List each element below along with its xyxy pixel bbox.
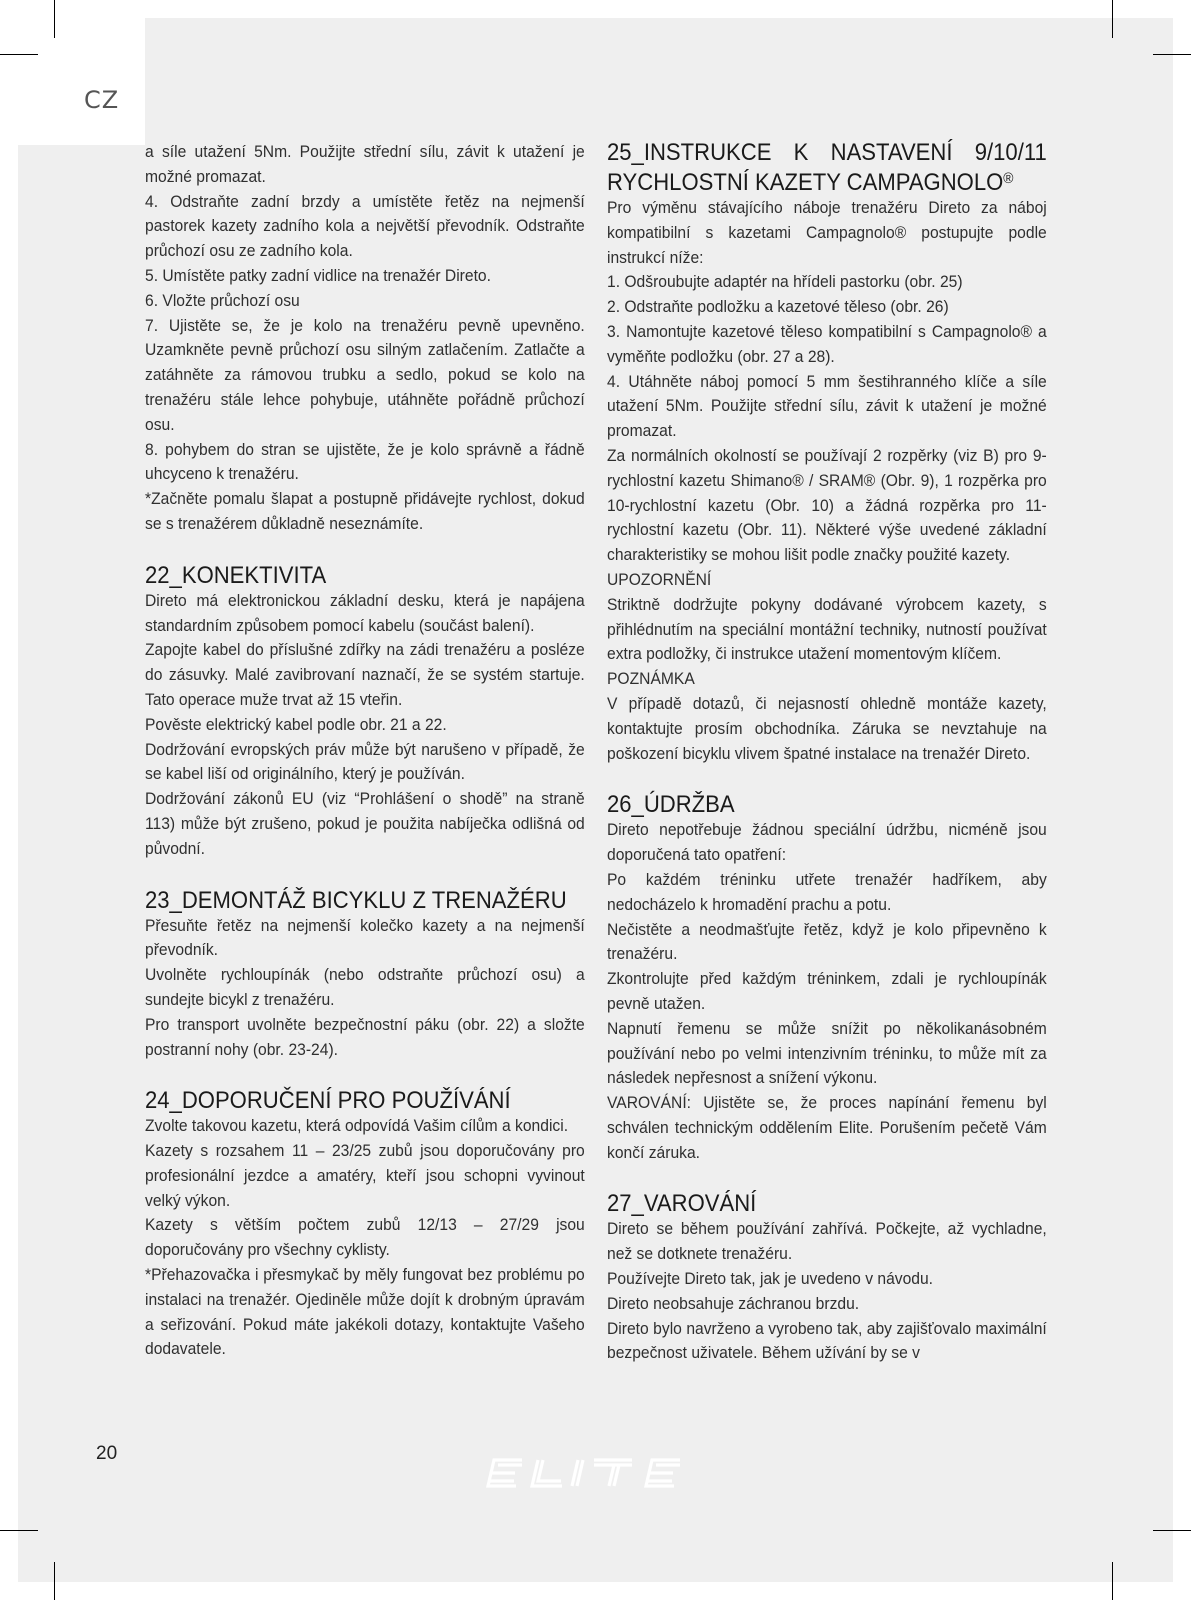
crop-mark xyxy=(1112,1562,1113,1600)
crop-mark xyxy=(1153,54,1191,55)
section-title-connectivity: 22_KONEKTIVITA xyxy=(145,561,327,589)
registered-mark: ® xyxy=(1003,170,1014,187)
paragraph: Direto má elektronickou základní desku, která je napájena standardním způsobem pomocí kabelu (součást balení). xyxy=(145,590,585,635)
paragraph: Kazety s větším počtem zubů 12/13 – 27/29 jsou doporučovány pro všechny cyklisty. xyxy=(145,1215,585,1260)
paragraph: Zvolte takovou kazetu, která odpovídá Vašim cílům a kondici. xyxy=(145,1116,569,1136)
paragraph: Po každém tréninku utřete trenažér hadříkem, aby nedocházelo k hromadění prachu a potu. xyxy=(607,869,1047,914)
section-title-dismounting: 23_DEMONTÁŽ BICYKLU Z TRENAŽÉRU xyxy=(145,886,567,914)
paragraph: Zkontrolujte před každým tréninkem, zdali je rychloupínák pevně utažen. xyxy=(607,969,1047,1013)
paragraph: VAROVÁNÍ: Ujistěte se, že proces napínání řemenu byl schválen technickým oddělením Elite. Porušením pečetě Vám končí záruka. xyxy=(607,1093,1047,1162)
paragraph: Dodržování zákonů EU (viz “Prohlášení o shodě” na straně 113) může být zrušeno, pokud je použita nabíječka odlišná od původní. xyxy=(145,789,585,858)
crop-mark xyxy=(1153,1530,1191,1531)
crop-mark xyxy=(54,1562,55,1600)
section-title-maintenance: 26_ÚDRŽBA xyxy=(607,791,735,819)
paragraph: Přesuňte řetěz na nejmenší kolečko kazety a na nejmenší převodník. xyxy=(145,915,585,960)
paragraph: Za normálních okolností se používají 2 rozpěrky (viz B) pro 9-rychlostní kazetu Shimano® / SRAM® (Obr. 9), 1 rozpěrka pro 10-rychlostní kazetu (Obr. 10) a žádná rozpěrka pro 11-rychlostní kazetu (Obr. 11). Některé výše uvedené základní charakteristiky se mohou lišit podle značky použité kazety. xyxy=(607,445,1047,565)
paragraph: 8. pohybem do stran se ujistěte, že je kolo správně a řádně uhcyceno k trenažéru. xyxy=(145,439,585,484)
crop-mark xyxy=(0,54,38,55)
paragraph: UPOZORNĚNÍ xyxy=(607,569,712,589)
paragraph: Napnutí řemenu se může snížit po několikanásobném používání nebo po velmi intenzivním tréninku, to může mít za následek nepřesnost a snížení výkonu. xyxy=(607,1018,1047,1088)
paragraph: 1. Odšroubujte adaptér na hřídeli pastorku (obr. 25) xyxy=(607,272,963,292)
section-title-recommendations: 24_DOPORUČENÍ PRO POUŽÍVÁNÍ xyxy=(145,1087,511,1115)
paragraph: 3. Namontujte kazetové těleso kompatibilní s Campagnolo® a vyměňte podložku (obr. 27 a 28). xyxy=(607,321,1047,366)
paragraph: Direto nepotřebuje žádnou speciální údržbu, nicméně jsou doporučená tato opatření: xyxy=(607,820,1047,865)
paragraph: Dodržování evropských práv může být narušeno v případě, že se kabel liší od originálního, který je používán. xyxy=(145,739,585,784)
paragraph: Zapojte kabel do příslušné zdířky na zádi trenažéru a posléze do zásuvky. Malé zavibrovaní naznačí, že se systém startuje. Tato operace muže trvat až 15 vteřin. xyxy=(145,640,585,709)
language-label: CZ xyxy=(84,86,120,114)
paragraph: Pro výměnu stávajícího náboje trenažéru Direto za náboj kompatibilní s kazetami Campagnolo® postupujte podle instrukcí níže: xyxy=(607,198,1047,267)
section-title-campagnolo xyxy=(607,140,1047,196)
paragraph: 2. Odstraňte podložku a kazetové těleso (obr. 26) xyxy=(607,297,949,317)
paragraph: Kazety s rozsahem 11 – 23/25 zubů jsou doporučovány pro profesionální jezdce a amatéry, kteří jsou schopni vyvinout velký výkon. xyxy=(145,1141,585,1210)
paragraph: 4. Utáhněte náboj pomocí 5 mm šestihranného klíče a síle utažení 5Nm. Použijte střední sílu, závit k utažení je možné promazat. xyxy=(607,371,1047,441)
paragraph: Direto bylo navrženo a vyrobeno tak, aby zajišťovalo maximální bezpečnost uživatele. Během užívání by se v xyxy=(607,1318,1047,1363)
paragraph: Direto neobsahuje záchranou brzdu. xyxy=(607,1293,860,1313)
right-column xyxy=(607,140,1047,1366)
paragraph: POZNÁMKA xyxy=(607,669,695,689)
crop-mark xyxy=(0,1530,38,1531)
paragraph: *Začněte pomalu šlapat a postupně přidávejte rychlost, dokud se s trenažérem důkladně neseznámíte. xyxy=(145,489,585,533)
title-line-2 xyxy=(607,166,1047,196)
paragraph: Direto se během používání zahřívá. Počkejte, až vychladne, než se dotknete trenažéru. xyxy=(607,1219,1047,1264)
paragraph: 7. Ujistěte se, že je kolo na trenažéru pevně upevněno. Uzamkněte pevně průchozí osu silným zatlačením. Zatlačte a zatáhněte za rámovou trubku a sedlo, pokud se kolo na trenažéru stále lehce pohybuje, utáhněte pořádně průchozí osu. xyxy=(145,315,585,434)
section-title-warning: 27_VAROVÁNÍ xyxy=(607,1190,757,1218)
paragraph: Pověste elektrický kabel podle obr. 21 a 22. xyxy=(145,714,447,734)
paragraph: V případě dotazů, či nejasností ohledně montáže kazety, kontaktujte prosím obchodníka. Záruka se nevztahuje na poškození bicyklu vlivem špatné instalace na trenažér Direto. xyxy=(607,693,1047,763)
title-line-2-text: RYCHLOSTNÍ KAZETY CAMPAGNOLO xyxy=(607,169,1004,196)
paragraph: Pro transport uvolněte bezpečnostní páku (obr. 22) a složte postranní nohy (obr. 23-24). xyxy=(145,1014,585,1059)
paragraph: 5. Umístěte patky zadní vidlice na trenažér Direto. xyxy=(145,265,491,285)
paragraph: Uvolněte rychloupínák (nebo odstraňte průchozí osu) a sundejte bicykl z trenažéru. xyxy=(145,965,585,1009)
page-number: 20 xyxy=(96,1443,118,1464)
elite-logo xyxy=(482,1456,687,1490)
paragraph: 6. Vložte průchozí osu xyxy=(145,290,300,310)
paragraph: Používejte Direto tak, jak je uvedeno v návodu. xyxy=(607,1269,934,1289)
paragraph: Nečistěte a neodmašťujte řetěz, když je kolo připevněno k trenažéru. xyxy=(607,919,1047,964)
paragraph: a síle utažení 5Nm. Použijte střední sílu, závit k utažení je možné promazat. xyxy=(145,142,585,186)
paragraph: Striktně dodržujte pokyny dodávané výrobcem kazety, s přihlédnutím na speciální montážní techniky, nutností používat extra podložky, či instrukce utažení momentovým klíčem. xyxy=(607,594,1047,664)
paragraph: 4. Odstraňte zadní brzdy a umístěte řetěz na nejmenší pastorek kazety zadního kola a největší převodník. Odstraňte průchozí osu ze zadního kola. xyxy=(145,191,585,261)
left-column xyxy=(145,140,585,1362)
title-line-1: 25_INSTRUKCE K NASTAVENÍ 9/10/11 xyxy=(607,139,1047,166)
crop-mark xyxy=(54,0,55,38)
paragraph: *Přehazovačka i přesmykač by měly fungovat bez problému po instalaci na trenažér. Ojediněle může dojít k drobným úpravám a seřizování. Pokud máte jakékoli dotazy, kontaktujte Vašeho dodavatele. xyxy=(145,1265,585,1359)
crop-mark xyxy=(1112,0,1113,38)
language-tab xyxy=(18,18,145,145)
